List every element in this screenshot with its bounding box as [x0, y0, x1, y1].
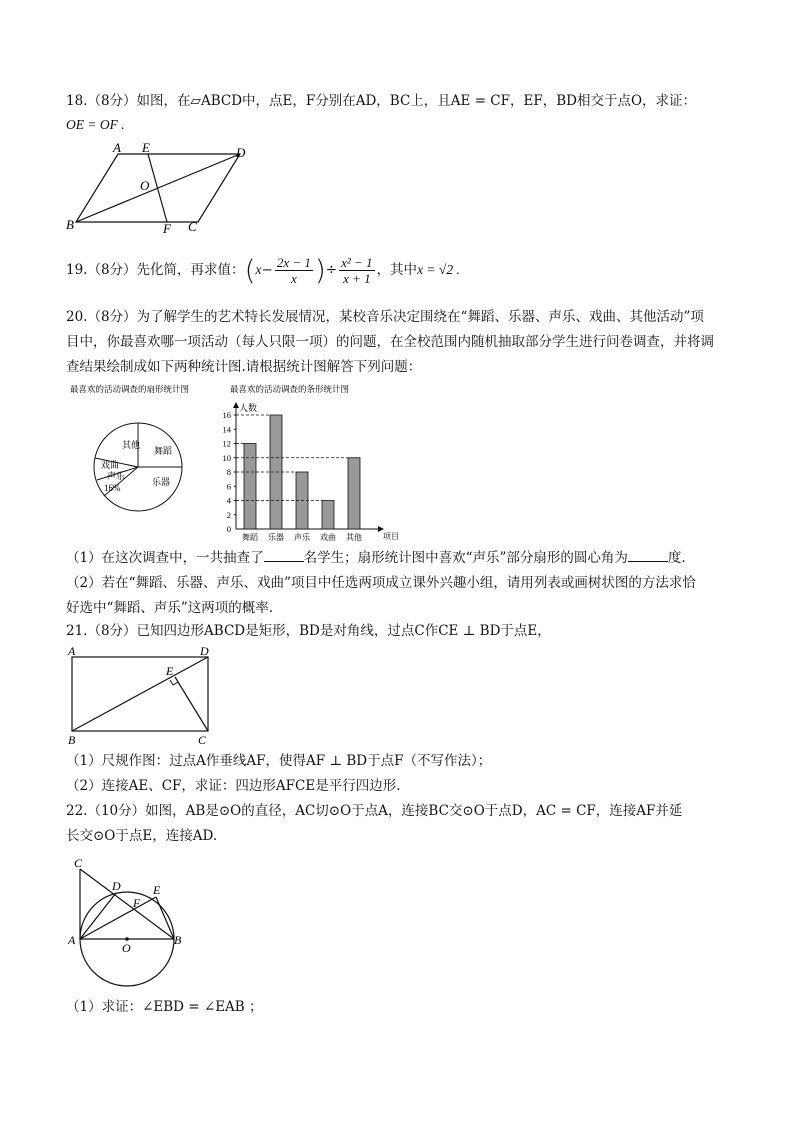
q19-div: ÷: [325, 262, 338, 278]
q19-prefix: 19.（8分）先化简，再求值：: [66, 262, 245, 278]
y-tick-label: 4: [226, 495, 231, 506]
bar-chart-title: 最喜欢的活动调查的条形统计图: [230, 384, 350, 394]
q22-circle-figure: [60, 852, 200, 994]
q20-q1: [66, 548, 686, 567]
q22-label-d: D: [112, 879, 121, 893]
y-axis-label: 人数: [239, 403, 258, 413]
q20-q2-line2: 好选中“舞蹈、声乐”这两项的概率.: [66, 600, 274, 616]
q22-p1: （1）求证：∠EBD = ∠EAB ；: [66, 999, 263, 1015]
q19-frac2-num: x² − 1: [341, 255, 373, 270]
q20-line1: 20.（8分）为了解学生的艺术特长发展情况，某校音乐决定围绕在“舞蹈、乐器、声乐、戏曲、其他活动”项: [66, 309, 704, 325]
q18-label-o: O: [140, 178, 150, 193]
pie-label: 戏曲: [101, 460, 120, 470]
q19-value: x = √2 .: [417, 262, 460, 277]
q21-label-a: A: [68, 645, 76, 658]
y-tick-label: 14: [222, 424, 231, 435]
q20-q1-c: 度.: [667, 550, 686, 566]
pie-label: 舞蹈: [154, 446, 173, 456]
q21-label-d: D: [200, 645, 209, 658]
q18-label-c: C: [188, 219, 197, 234]
y-tick-label: 0: [226, 524, 231, 534]
y-tick-label: 8: [226, 467, 231, 477]
q18-label-d: D: [236, 145, 246, 160]
q21-rectangle-figure: [62, 645, 222, 747]
x-tick-label: 其他: [346, 533, 362, 542]
y-tick-label: 16: [222, 410, 231, 420]
pie-label: 其他: [122, 440, 141, 450]
q18-line1: 18.（8分）如图，在▱ABCD中，点E，F分别在AD，BC上，且AE = CF，EF，BD相交于点O，求证：: [66, 93, 697, 109]
pie-chart: [94, 423, 182, 511]
q22-label-f: F: [133, 896, 141, 910]
q18-line2: OE = OF .: [66, 117, 125, 132]
q20-q2-line1: （2）若在“舞蹈、乐器、声乐、戏曲”项目中任选两项成立课外兴趣小组，请用列表或画树状图的方法求恰: [66, 575, 696, 591]
pie-chart-title: 最喜欢的活动调查的扇形统计图: [70, 384, 190, 394]
q20-line3: 查结果绘制成如下两种统计图.请根据统计图解答下列问题：: [66, 359, 422, 375]
q22-line2: 长交⊙O于点E，连接AD.: [66, 828, 218, 844]
q19-line: 19.（8分）先化简，再求值：(x− $\frac{2x - 1}{x}$ )÷ $\frac{\text{x² − 1}}{x + 1}$ ，其中x = √2 .: [66, 253, 460, 287]
q20-q1-b: 名学生；扇形统计图中喜欢“声乐”部分扇形的圆心角为: [303, 550, 628, 566]
bar: [348, 458, 360, 529]
y-tick-label: 10: [222, 452, 231, 463]
q22-label-c: C: [74, 856, 83, 870]
q18-parallelogram-figure: [60, 140, 260, 235]
pie-label: 声乐: [107, 471, 126, 481]
q19-fraction-2: [339, 255, 374, 286]
q22-label-a: A: [68, 933, 76, 947]
q19-frac1-den: x: [290, 271, 297, 286]
pie-percent-label: 16%: [104, 483, 121, 493]
q19-minus: −: [261, 262, 273, 278]
bar: [322, 501, 334, 530]
q19-x: x: [255, 262, 262, 277]
bar: [244, 444, 256, 530]
q21-label-e: E: [166, 664, 174, 678]
q21-line1: 21.（8分）已知四边形ABCD是矩形，BD是对角线，过点C作CE ⊥ BD于点E，: [66, 623, 551, 639]
y-tick-label: 6: [226, 481, 231, 492]
q21-label-c: C: [198, 733, 207, 747]
x-tick-label: 声乐: [294, 533, 310, 542]
q21-label-b: B: [68, 733, 76, 747]
q19-frac2-den: x + 1: [343, 271, 371, 286]
q18-label-e: E: [142, 140, 150, 155]
x-axis-label: 项目: [383, 532, 399, 541]
q21-p1: （1）尺规作图：过点A作垂线AF，使得AF ⊥ BD于点F（不写作法）；: [66, 753, 492, 769]
q20-line2: 目中，你最喜欢哪一项活动（每人只限一项）的问题，在全校范围内随机抽取部分学生进行问卷调查，并将调: [66, 334, 714, 350]
y-tick-label: 12: [222, 438, 231, 449]
q18-label-b: B: [66, 217, 74, 232]
q20-charts: [60, 380, 400, 545]
q19-fraction-1: [275, 255, 313, 286]
q19-suffix: ，其中: [376, 262, 418, 278]
q22-label-o: O: [122, 941, 131, 955]
answer-blank-1[interactable]: [264, 548, 304, 562]
x-tick-label: 戏曲: [320, 533, 336, 542]
bar-chart: [223, 384, 400, 542]
q18-label-a: A: [113, 140, 121, 155]
q20-q1-a: （1）在这次调查中，一共抽查了: [66, 550, 264, 566]
x-tick-label: 乐器: [268, 533, 284, 542]
q18-label-f: F: [163, 221, 171, 235]
x-tick-label: 舞蹈: [242, 533, 258, 542]
q22-label-e: E: [153, 883, 161, 897]
q19-frac1-num: 2x − 1: [276, 255, 311, 270]
y-tick-label: 2: [226, 509, 231, 520]
pie-label: 乐器: [152, 477, 171, 487]
answer-blank-2[interactable]: [628, 548, 668, 562]
q22-line1: 22.（10分）如图，AB是⊙O的直径，AC切⊙O于点A，连接BC交⊙O于点D，AC = CF，连接AF并延: [66, 803, 683, 819]
q22-label-b: B: [174, 933, 182, 947]
q21-p2: （2）连接AE、CF，求证：四边形AFCE是平行四边形.: [66, 778, 401, 794]
